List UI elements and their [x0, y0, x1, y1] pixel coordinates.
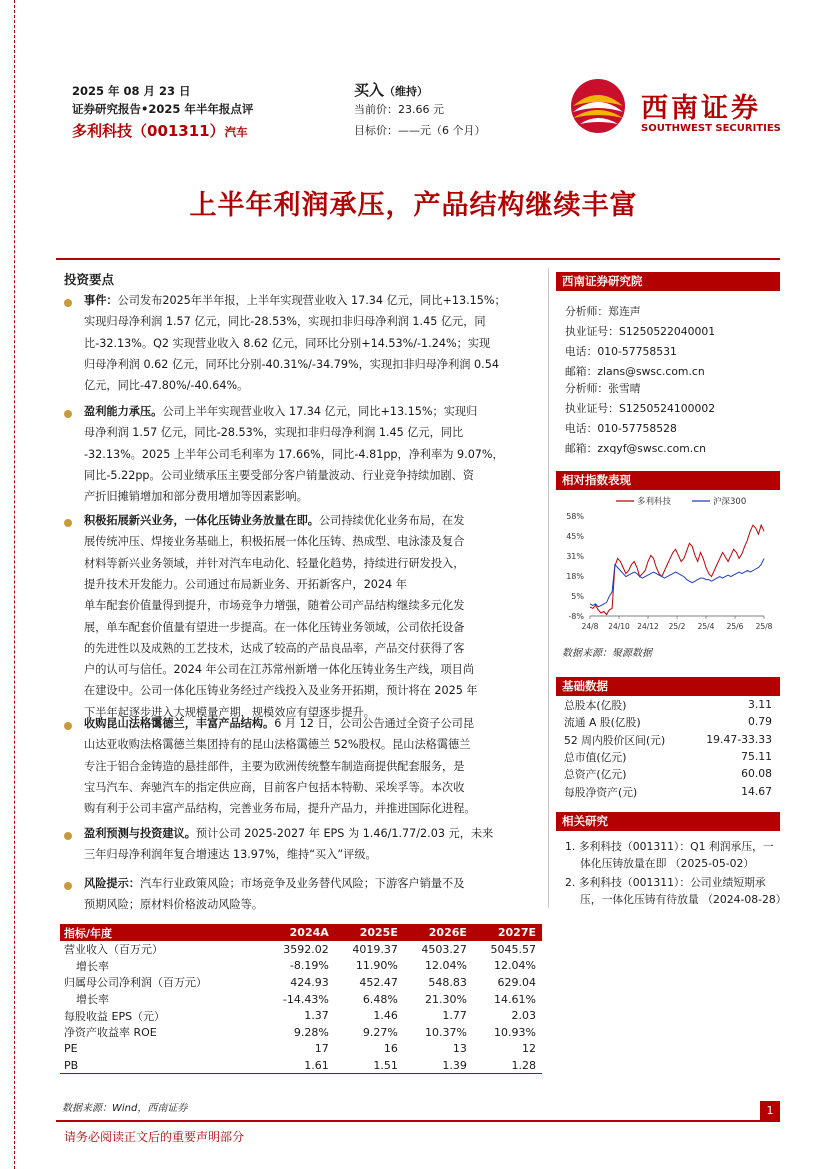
report-type: 证券研究报告•2025 年半年报点评	[72, 102, 254, 116]
basic-data-label: 总市值(亿元)	[564, 750, 627, 764]
table-header-cell: 指标/年度	[60, 924, 265, 941]
table-cell: 增长率	[76, 959, 109, 973]
bullet-line	[84, 759, 464, 774]
bullet-line	[84, 897, 263, 912]
related-item-line2: 压，一体化压铸有待放量 （2024-08-28）	[580, 893, 787, 906]
bullet-text: 山达亚收购法格霭德兰集团持有的昆山法格霭德兰 52%股权。昆山法格霭德兰	[84, 738, 471, 752]
basic-data-header: 基础数据	[556, 677, 780, 696]
analyst-cert: 执业证号：S1250522040001	[565, 325, 716, 338]
bullet-line	[84, 876, 464, 891]
table-cell: 12.04%	[494, 959, 536, 973]
legend-label: 多利科技	[637, 497, 672, 507]
basic-data-row	[556, 733, 780, 749]
table-cell: 净资产收益率 ROE	[64, 1026, 157, 1040]
bullet-text: 比-32.13%。Q2 实现营业收入 8.62 亿元，同环比分别+14.53%/-1.24%；实现	[84, 336, 491, 350]
table-cell: 14.61%	[494, 992, 536, 1006]
bullet-text: 宝马汽车、奔驰汽车的指定供应商，目前客户包括本特勒、采埃孚等。本次收	[84, 780, 465, 794]
bullet-text: -32.13%。2025 上半年公司毛利率为 17.66%，同比-4.81pp，净利率为 9.07%，	[84, 447, 504, 461]
table-cell: 1.39	[404, 1057, 473, 1074]
bullet-line	[84, 425, 463, 440]
bullet-line	[84, 468, 474, 483]
bullet-line	[84, 826, 493, 841]
series-line-company	[590, 525, 764, 614]
y-tick-label: 31%	[566, 552, 584, 561]
bullet-dot-icon	[64, 519, 72, 527]
basic-data-label: 每股净资产(元)	[564, 785, 638, 799]
logo-text-en: SOUTHWEST SECURITIES	[641, 123, 781, 134]
basic-data-label: 52 周内股价区间(元)	[564, 733, 666, 747]
y-tick-label: -8%	[568, 612, 584, 621]
legend-label: 沪深300	[713, 497, 747, 507]
table-cell: 16	[383, 1042, 398, 1056]
bullet-text: 提升技术开发能力。公司通过布局新业务、开拓新客户，2024 年	[84, 577, 407, 591]
x-tick-label: 24/12	[637, 622, 659, 631]
table-cell: 2.03	[511, 1009, 536, 1023]
industry-label: 汽车	[224, 125, 248, 139]
bullet-line	[84, 534, 464, 549]
header-divider	[56, 258, 780, 260]
bullet-text: 实现归母净利润 1.57 亿元，同比-28.53%，实现扣非归母净利润 1.45 亿元，同	[84, 315, 486, 329]
table-cell: 1.28	[473, 1057, 542, 1074]
basic-data-value: 3.11	[747, 698, 772, 711]
target-price: 目标价：——元（6 个月）	[354, 124, 486, 137]
table-row	[60, 941, 542, 958]
bullet-line	[84, 293, 506, 308]
table-cell: PB	[60, 1057, 265, 1074]
table-cell: -8.19%	[289, 959, 329, 973]
bullet-text: 户的认可与信任。2024 年公司在江苏常州新增一体化压铸业务生产线，项目尚	[84, 663, 475, 677]
bullet-text: 专注于铝合金铸造的悬挂部件，主要为欧洲传统整车制造商提供配套服务，是	[84, 759, 465, 773]
bullet-text: 三年归母净利润年复合增速达 13.97%，维持“买入”评级。	[84, 848, 377, 862]
analyst-email: 邮箱：zxqyf@swsc.com.cn	[565, 442, 707, 455]
bullet-line	[84, 620, 464, 635]
rating-main: 买入	[354, 81, 385, 99]
table-body	[60, 941, 542, 1074]
x-tick-label: 25/6	[726, 622, 744, 631]
table-cell: 3592.02	[283, 942, 329, 956]
table-cell: 1.77	[442, 1009, 467, 1023]
y-tick-label: 18%	[566, 572, 584, 581]
bullet-text: 购有利于公司丰富产品结构，完善业务布局，提升产品力，并推进国际化进程。	[84, 802, 476, 816]
table-cell: 营业收入（百万元）	[64, 943, 163, 957]
bullet-line	[84, 716, 474, 731]
bullet-dot-icon	[64, 299, 72, 307]
table-cell: 1.61	[265, 1057, 335, 1074]
analyst-name: 分析师：郑连声	[565, 305, 641, 318]
bullet-line	[84, 489, 308, 504]
x-tick-label: 25/8	[755, 622, 773, 631]
analyst-name: 分析师：张雪晴	[565, 382, 641, 395]
table-cell: 452.47	[359, 975, 398, 989]
bullet-line	[84, 641, 464, 656]
bullet-text: 公司上半年实现营业收入 17.34 亿元，同比+13.15%；实现归	[162, 405, 478, 418]
analyst-email: 邮箱：zlans@swsc.com.cn	[565, 365, 705, 378]
basic-data-value: 0.79	[747, 715, 772, 729]
table-cell: 12.04%	[424, 959, 467, 973]
footer-divider	[56, 1120, 780, 1122]
basic-data-value: 19.47-33.33	[706, 732, 772, 746]
bullet-text: 汽车行业政策风险；市场竞争及业务替代风险；下游客户销量不及	[139, 877, 465, 890]
table-row	[60, 974, 542, 991]
bullet-line	[84, 314, 486, 329]
rating-sub: （维持）	[384, 85, 429, 98]
table-cell: 21.30%	[424, 992, 467, 1006]
company-label: 多利科技（001311）	[72, 122, 225, 140]
basic-data-row	[556, 750, 780, 766]
basic-data-row	[556, 715, 780, 731]
company-logo	[568, 76, 781, 138]
bullet-dot-icon	[64, 832, 72, 840]
bullet-line	[84, 357, 499, 372]
chart-header: 相对指数表现	[556, 471, 780, 490]
table-cell: 12	[522, 1042, 536, 1056]
report-title: 上半年利润承压，产品结构继续丰富	[189, 190, 638, 221]
table-cell: 548.83	[428, 975, 467, 989]
footer-disclaimer: 请务必阅读正文后的重要声明部分	[64, 1130, 245, 1144]
table-cell: 10.37%	[424, 1025, 467, 1039]
table-cell: 6.48%	[362, 992, 398, 1006]
page-number: 1	[760, 1101, 780, 1121]
table-header-cell: 2025E	[335, 924, 404, 941]
table-header-cell: 2024A	[265, 924, 335, 941]
basic-data-row	[556, 698, 780, 714]
analyst-phone: 电话：010-57758528	[565, 422, 677, 435]
section-title-investment: 投资要点	[64, 272, 115, 287]
current-price: 当前价：23.66 元	[354, 103, 444, 116]
bullet-text: 预计公司 2025-2027 年 EPS 为 1.46/1.77/2.03 元，未来	[195, 827, 494, 840]
bullet-line	[84, 737, 470, 752]
bullet-line	[84, 577, 407, 592]
bullet-line	[84, 447, 504, 462]
rating	[354, 79, 428, 100]
table-cell: 424.93	[290, 975, 329, 989]
bullet-heading: 盈利能力承压。	[84, 405, 163, 418]
bullet-heading: 风险提示：	[84, 877, 140, 890]
bullet-text: 归母净利润 0.62 亿元，同环比分别-40.31%/-34.79%，实现扣非归母净利润 0.54	[84, 357, 499, 371]
x-tick-label: 25/4	[697, 622, 715, 631]
basic-data-label: 流通 A 股(亿股)	[564, 716, 641, 730]
bullet-heading: 收购昆山法格霭德兰，丰富产品结构。	[84, 717, 275, 730]
table-cell: 9.27%	[362, 1025, 398, 1039]
bullet-line	[84, 336, 490, 351]
bullet-line	[84, 404, 477, 419]
x-tick-label: 24/10	[608, 622, 630, 631]
analyst-phone: 电话：010-57758531	[565, 345, 677, 358]
table-cell: 4503.27	[421, 942, 467, 956]
table-cell: 增长率	[76, 993, 109, 1007]
company-name	[72, 120, 248, 141]
table-header-row	[60, 924, 542, 941]
basic-data-value: 14.67	[741, 784, 772, 798]
bullet-line	[84, 513, 464, 528]
table-row	[60, 958, 542, 975]
y-tick-label: 5%	[571, 592, 584, 601]
related-item-line1: 1. 多利科技（001311）：Q1 利润承压，一	[565, 840, 774, 853]
table-row	[60, 1007, 542, 1024]
column-divider	[548, 268, 549, 908]
table-cell: 4019.37	[352, 942, 398, 956]
bullet-text: 的先进性以及成熟的工艺技术，达成了较高的产品良品率，产品交付获得了客	[84, 641, 465, 655]
table-row	[60, 1041, 542, 1058]
y-tick-label: 45%	[566, 532, 584, 541]
table-cell: 10.93%	[494, 1025, 536, 1039]
table-row	[60, 991, 542, 1008]
bullet-text: 6 月 12 日，公司公告通过全资子公司昆	[274, 717, 475, 730]
institute-header: 西南证券研究院	[556, 272, 780, 291]
bullet-line	[84, 801, 476, 816]
basic-data-row	[556, 785, 780, 801]
x-tick-label: 24/8	[581, 622, 599, 631]
analyst-cert: 执业证号：S1250524100002	[565, 402, 716, 415]
basic-data-row	[556, 767, 780, 783]
bullet-text: 展，单车配套价值量有望进一步提高。在一体化压铸业务领域，公司依托设备	[84, 620, 465, 634]
logo-emblem-icon	[568, 76, 632, 138]
bullet-line	[84, 780, 464, 795]
table-cell: 5045.57	[490, 942, 536, 956]
table-cell: 9.28%	[293, 1025, 329, 1039]
bullet-line	[84, 378, 248, 393]
table-cell: 归属母公司净利润（百万元）	[64, 976, 207, 990]
bullet-line	[84, 683, 478, 698]
x-tick-label: 25/2	[668, 622, 686, 631]
bullet-line	[84, 847, 377, 862]
table-cell: 1.37	[304, 1009, 329, 1023]
basic-data-value: 60.08	[741, 767, 772, 781]
table-header-cell: 2026E	[404, 924, 473, 941]
table-cell: 17	[314, 1042, 329, 1056]
report-date: 2025 年 08 月 23 日	[72, 84, 191, 98]
y-tick-label: 58%	[566, 512, 584, 521]
table-cell: 11.90%	[355, 959, 398, 973]
table-cell: 13	[452, 1042, 467, 1056]
bullet-text: 预期风险；原材料价格波动风险等。	[84, 898, 264, 912]
logo-text-cn: 西南证券	[641, 93, 761, 124]
table-cell: 1.46	[373, 1009, 398, 1023]
bullet-text: 亿元，同比-47.80%/-40.64%。	[84, 379, 249, 393]
basic-data-label: 总资产(亿元)	[564, 768, 627, 782]
left-dashed-border	[14, 0, 15, 1169]
table-cell: 629.04	[497, 975, 536, 989]
table-source: 数据来源：Wind，西南证券	[62, 1103, 188, 1114]
bullet-text: 产折旧摊销增加和部分费用增加等因素影响。	[84, 490, 308, 504]
bullet-heading: 积极拓展新兴业务，一体化压铸业务放量在即。	[84, 514, 319, 527]
chart-source: 数据来源：聚源数据	[562, 648, 652, 659]
basic-data-label: 总股本(亿股)	[564, 699, 627, 712]
table-cell: -14.43%	[282, 992, 329, 1006]
table-cell: 每股收益 EPS（元）	[64, 1009, 166, 1023]
series-line-index	[590, 558, 764, 607]
table-row	[60, 1024, 542, 1041]
relative-index-chart	[556, 492, 780, 640]
table-row	[60, 1057, 542, 1074]
bullet-dot-icon	[64, 410, 72, 418]
bullet-heading: 盈利预测与投资建议。	[84, 827, 196, 840]
bullet-text: 展传统冲压、焊接业务基础上，积极拓展一体化压铸、热成型、电泳漆及复合	[84, 535, 465, 549]
bullet-heading: 事件：	[84, 294, 118, 307]
bullet-text: 材料等新兴业务领域，并针对汽车电动化、轻量化趋势，持续进行研发投入，	[84, 556, 465, 570]
bullet-text: 母净利润 1.57 亿元，同比-28.53%，实现扣非归母净利润 1.45 亿元，同比	[84, 426, 464, 440]
table-cell: PE	[64, 1042, 78, 1056]
related-item-line2: 体化压铸放量在即 （2025-05-02）	[580, 857, 755, 870]
related-item-line1: 2. 多利科技（001311）：公司业绩短期承	[565, 876, 766, 889]
financial-forecast-table	[60, 924, 542, 1074]
bullet-line	[84, 556, 464, 571]
bullet-text: 公司发布2025年半年报，上半年实现营业收入 17.34 亿元，同比+13.15%；	[117, 294, 506, 307]
bullet-text: 同比-5.22pp。公司业绩承压主要受部分客户销量波动、行业竞争持续加剧、资	[84, 468, 474, 482]
bullet-text: 下半年起逐步进入大规模量产期，规模效应有望逐步提升。	[84, 705, 375, 719]
bullet-dot-icon	[64, 722, 72, 730]
table-cell: 1.51	[335, 1057, 404, 1074]
table-header-cell: 2027E	[473, 924, 542, 941]
bullet-line	[84, 662, 474, 677]
bullet-line	[84, 598, 464, 613]
basic-data-value: 75.11	[741, 749, 772, 763]
bullet-dot-icon	[64, 882, 72, 890]
related-research-header: 相关研究	[556, 812, 780, 831]
bullet-text: 在建设中。公司一体化压铸业务经过产线投入及业务开拓期，预计将在 2025 年	[84, 684, 478, 698]
bullet-text: 公司持续优化业务布局，在发	[318, 514, 465, 527]
bullet-text: 单车配套价值量得到提升，市场竞争力增强，随着公司产品结构继续多元化发	[84, 599, 465, 613]
